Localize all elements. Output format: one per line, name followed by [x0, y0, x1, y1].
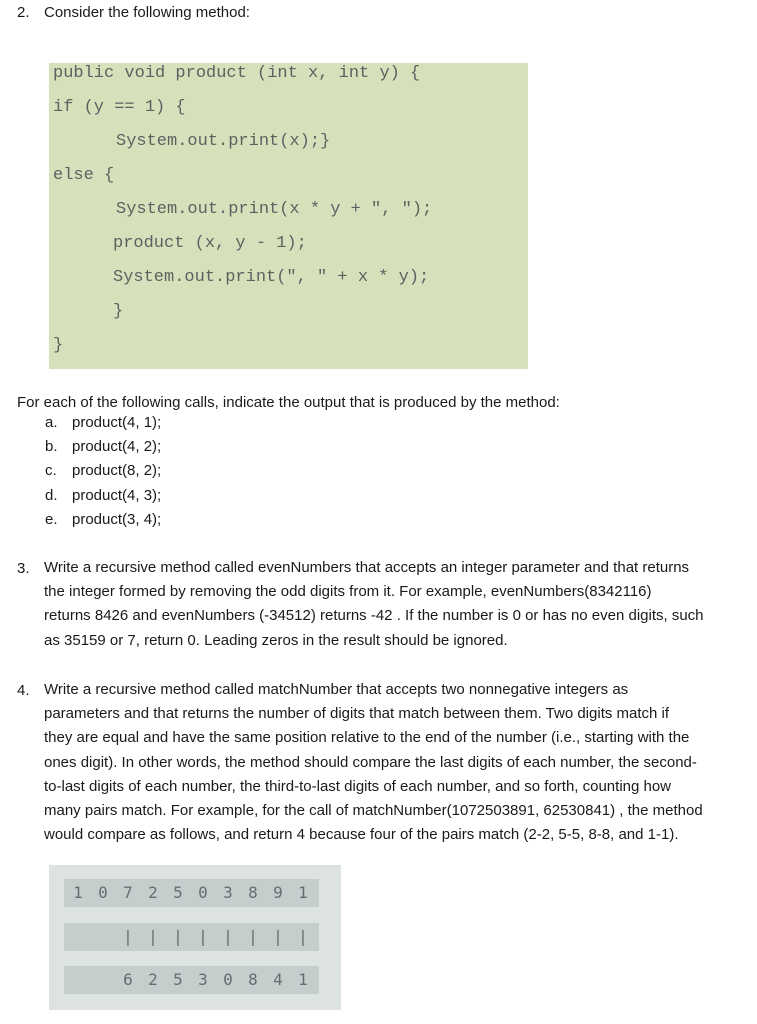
text-line: Write a recursive method called evenNumbers that accepts an integer parameter and that returns [44, 559, 690, 576]
second-number-row [64, 966, 319, 994]
digit-cell: 8 [248, 883, 258, 902]
bar-cell: | [148, 927, 158, 946]
digit-cell: 2 [148, 883, 158, 902]
text-line: would compare as follows, and return 4 because four of the pairs match (2-2, 5-5, 8-8, and 1-1). [44, 826, 679, 844]
question-3-text [44, 556, 704, 653]
digit-cell: 1 [298, 883, 308, 902]
code-line: product (x, y - 1); [113, 234, 307, 253]
list-item [45, 508, 161, 532]
call-label: d. [45, 486, 58, 504]
digit-cell: 5 [173, 883, 183, 902]
question-3-number: 3. [17, 560, 30, 577]
question-2-prompt: Consider the following method: [44, 4, 250, 21]
code-line: } [53, 336, 64, 355]
first-number-row [64, 879, 319, 907]
code-line: System.out.print(x * y + ", "); [116, 200, 433, 219]
digit-cell: 1 [73, 883, 83, 902]
call-text: product(3, 4); [72, 510, 162, 528]
bar-cell: | [123, 927, 133, 946]
code-line: System.out.print(", " + x * y); [113, 268, 430, 287]
code-line: System.out.print(x);} [116, 132, 331, 151]
list-item [45, 435, 161, 459]
digit-cell: 7 [123, 883, 133, 902]
text-line: Write a recursive method called matchNumber that accepts two nonnegative integers as [44, 681, 629, 698]
digit-cell: 1 [298, 970, 308, 989]
call-text: product(4, 2); [72, 438, 162, 456]
text-line: many pairs match. For example, for the call of matchNumber(1072503891, 62530841) , the method [44, 802, 703, 820]
question-2-number: 2. [17, 4, 30, 21]
question-2-instruction: For each of the following calls, indicate the output that is produced by the method: [17, 394, 560, 411]
match-bar-row [64, 923, 319, 951]
call-label: e. [45, 510, 58, 528]
text-line: as 35159 or 7, return 0. Leading zeros in the result should be ignored. [44, 631, 508, 649]
code-line: public void product (int x, int y) { [53, 64, 421, 83]
call-text: product(4, 1); [72, 414, 162, 431]
question-4-number: 4. [17, 682, 30, 699]
bar-cell: | [248, 927, 258, 946]
digit-cell: 0 [98, 883, 108, 902]
call-label: c. [45, 462, 57, 480]
digit-cell: 0 [198, 883, 208, 902]
list-item [45, 484, 161, 508]
text-line: ones digit). In other words, the method should compare the last digits of each number, the second- [44, 753, 697, 771]
text-line: returns 8426 and evenNumbers (-34512) returns -42 . If the number is 0 or has no even digits, such [44, 607, 704, 625]
text-line: they are equal and have the same position relative to the end of the number (i.e., starting with the [44, 729, 690, 747]
call-label: b. [45, 438, 58, 456]
digit-cell: 5 [173, 970, 183, 989]
digit-cell: 6 [123, 970, 133, 989]
bar-cell: | [223, 927, 233, 946]
code-line: if (y == 1) { [53, 98, 186, 117]
digit-cell: 4 [273, 970, 283, 989]
text-line: to-last digits of each number, the third-to-last digits of each number, and so forth, counting how [44, 777, 672, 795]
bar-cell: | [273, 927, 283, 946]
bar-cell: | [173, 927, 183, 946]
text-line: the integer formed by removing the odd digits from it. For example, evenNumbers(8342116) [44, 583, 652, 601]
bar-cell: | [198, 927, 208, 946]
digit-cell: 8 [248, 970, 258, 989]
bar-cell: | [298, 927, 308, 946]
call-text: product(8, 2); [72, 462, 162, 480]
call-label: a. [45, 414, 58, 431]
digit-cell: 3 [198, 970, 208, 989]
digit-cell: 0 [223, 970, 233, 989]
code-line: } [113, 302, 124, 321]
code-block [49, 63, 528, 369]
call-list [45, 411, 161, 532]
question-4-text [44, 678, 703, 847]
call-text: product(4, 3); [72, 486, 162, 504]
list-item [45, 411, 161, 435]
digit-cell: 9 [273, 883, 283, 902]
code-line: else { [53, 166, 115, 185]
digit-cell: 2 [148, 970, 158, 989]
digit-cell: 3 [223, 883, 233, 902]
list-item [45, 459, 161, 483]
text-line: parameters and that returns the number of digits that match between them. Two digits match if [44, 705, 670, 723]
